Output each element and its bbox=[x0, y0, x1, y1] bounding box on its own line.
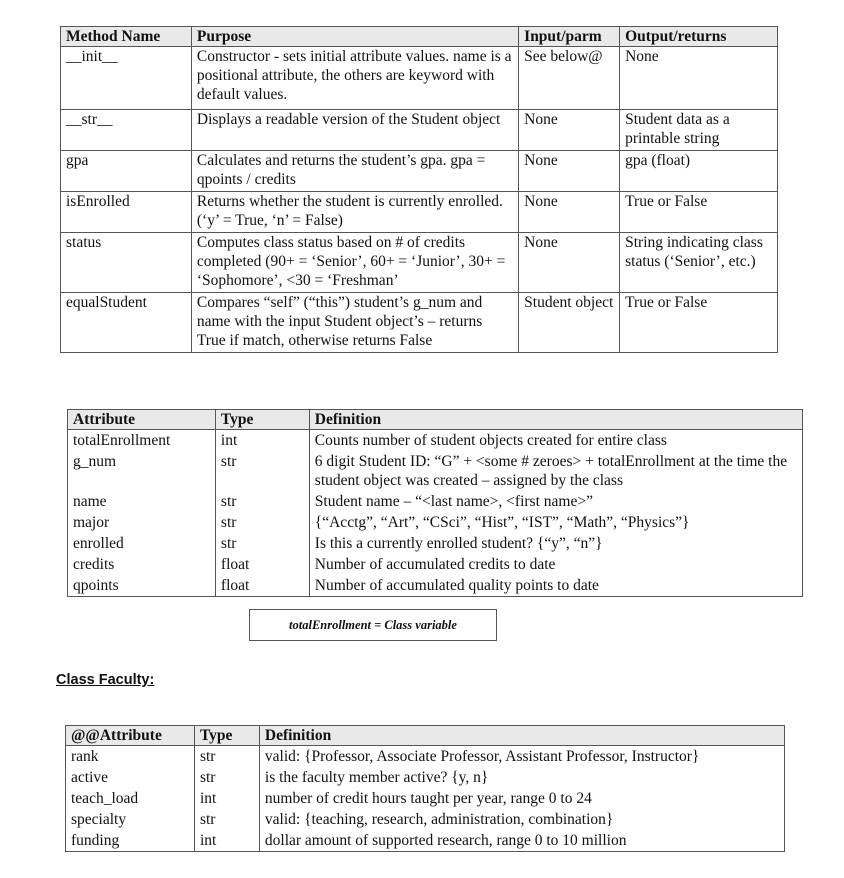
method-output: None bbox=[620, 47, 778, 110]
attributes-header-row bbox=[68, 410, 803, 430]
faculty-type: str bbox=[194, 767, 259, 788]
method-name: equalStudent bbox=[61, 293, 192, 353]
method-purpose: Constructor - sets initial attribute values. name is a positional attribute, the others are keyword with default values. bbox=[191, 47, 518, 110]
faculty-definition: dollar amount of supported research, range 0 to 10 million bbox=[259, 830, 784, 852]
header-type: Type bbox=[215, 410, 309, 430]
method-input: See below@ bbox=[519, 47, 620, 110]
method-purpose: Calculates and returns the student’s gpa. gpa = qpoints / credits bbox=[191, 151, 518, 192]
faculty-row bbox=[66, 746, 785, 768]
class-variable-note: totalEnrollment = Class variable bbox=[249, 609, 497, 641]
attribute-definition: Student name – “<last name>, <first name>” bbox=[309, 491, 802, 512]
attribute-name: credits bbox=[68, 554, 216, 575]
method-row bbox=[61, 151, 778, 192]
attribute-name: major bbox=[68, 512, 216, 533]
faculty-row bbox=[66, 767, 785, 788]
header-purpose: Purpose bbox=[191, 27, 518, 47]
method-purpose: Returns whether the student is currently enrolled. (‘y’ = True, ‘n’ = False) bbox=[191, 192, 518, 233]
faculty-type: str bbox=[194, 746, 259, 768]
attribute-row bbox=[68, 554, 803, 575]
method-name: status bbox=[61, 233, 192, 293]
faculty-definition: valid: {Professor, Associate Professor, Assistant Professor, Instructor} bbox=[259, 746, 784, 768]
attribute-type: str bbox=[215, 451, 309, 491]
method-purpose: Compares “self” (“this”) student’s g_num and name with the input Student object’s – returns True if match, otherwise returns False bbox=[191, 293, 518, 353]
methods-table bbox=[60, 26, 778, 353]
method-row bbox=[61, 110, 778, 151]
method-row bbox=[61, 47, 778, 110]
method-input: Student object bbox=[519, 293, 620, 353]
faculty-attribute: active bbox=[66, 767, 195, 788]
header-input: Input/parm bbox=[519, 27, 620, 47]
methods-header-row bbox=[61, 27, 778, 47]
method-output: Student data as a printable string bbox=[620, 110, 778, 151]
method-output: True or False bbox=[620, 192, 778, 233]
method-row bbox=[61, 233, 778, 293]
method-row bbox=[61, 293, 778, 353]
faculty-attribute: rank bbox=[66, 746, 195, 768]
attribute-row bbox=[68, 451, 803, 491]
attribute-definition: Number of accumulated credits to date bbox=[309, 554, 802, 575]
attribute-type: str bbox=[215, 491, 309, 512]
attribute-type: float bbox=[215, 575, 309, 597]
attribute-row bbox=[68, 491, 803, 512]
attributes-table bbox=[67, 409, 803, 597]
attribute-type: int bbox=[215, 430, 309, 452]
attribute-definition: Number of accumulated quality points to date bbox=[309, 575, 802, 597]
attribute-name: name bbox=[68, 491, 216, 512]
faculty-type: int bbox=[194, 788, 259, 809]
method-input: None bbox=[519, 192, 620, 233]
header-method-name: Method Name bbox=[61, 27, 192, 47]
faculty-header-row bbox=[66, 726, 785, 746]
method-row bbox=[61, 192, 778, 233]
header-attribute: @@Attribute bbox=[66, 726, 195, 746]
faculty-attribute: teach_load bbox=[66, 788, 195, 809]
attribute-name: enrolled bbox=[68, 533, 216, 554]
faculty-type: str bbox=[194, 809, 259, 830]
method-output: String indicating class status (‘Senior’, etc.) bbox=[620, 233, 778, 293]
faculty-attribute: funding bbox=[66, 830, 195, 852]
attribute-definition: 6 digit Student ID: “G” + <some # zeroes> + totalEnrollment at the time the student object was created – assigned by the class bbox=[309, 451, 802, 491]
method-output: True or False bbox=[620, 293, 778, 353]
header-attribute: Attribute bbox=[68, 410, 216, 430]
faculty-definition: is the faculty member active? {y, n} bbox=[259, 767, 784, 788]
attribute-type: str bbox=[215, 512, 309, 533]
header-output: Output/returns bbox=[620, 27, 778, 47]
attribute-row bbox=[68, 430, 803, 452]
attribute-type: float bbox=[215, 554, 309, 575]
attribute-type: str bbox=[215, 533, 309, 554]
faculty-heading: Class Faculty: bbox=[56, 672, 155, 688]
attribute-row bbox=[68, 533, 803, 554]
method-output: gpa (float) bbox=[620, 151, 778, 192]
attribute-row bbox=[68, 512, 803, 533]
attribute-row bbox=[68, 575, 803, 597]
faculty-definition: number of credit hours taught per year, range 0 to 24 bbox=[259, 788, 784, 809]
method-name: isEnrolled bbox=[61, 192, 192, 233]
method-purpose: Displays a readable version of the Student object bbox=[191, 110, 518, 151]
method-name: __str__ bbox=[61, 110, 192, 151]
attribute-definition: Counts number of student objects created for entire class bbox=[309, 430, 802, 452]
faculty-attribute: specialty bbox=[66, 809, 195, 830]
attribute-name: qpoints bbox=[68, 575, 216, 597]
method-name: __init__ bbox=[61, 47, 192, 110]
method-name: gpa bbox=[61, 151, 192, 192]
faculty-row bbox=[66, 809, 785, 830]
method-input: None bbox=[519, 151, 620, 192]
attribute-definition: {“Acctg”, “Art”, “CSci”, “Hist”, “IST”, “Math”, “Physics”} bbox=[309, 512, 802, 533]
faculty-row bbox=[66, 788, 785, 809]
method-input: None bbox=[519, 110, 620, 151]
header-definition: Definition bbox=[309, 410, 802, 430]
faculty-definition: valid: {teaching, research, administration, combination} bbox=[259, 809, 784, 830]
method-input: None bbox=[519, 233, 620, 293]
faculty-type: int bbox=[194, 830, 259, 852]
header-definition: Definition bbox=[259, 726, 784, 746]
attribute-name: totalEnrollment bbox=[68, 430, 216, 452]
faculty-row bbox=[66, 830, 785, 852]
attribute-definition: Is this a currently enrolled student? {“y”, “n”} bbox=[309, 533, 802, 554]
header-type: Type bbox=[194, 726, 259, 746]
faculty-table bbox=[65, 725, 785, 852]
method-purpose: Computes class status based on # of credits completed (90+ = ‘Senior’, 60+ = ‘Junior’, 30+ = ‘Sophomore’, <30 = ‘Freshman’ bbox=[191, 233, 518, 293]
attribute-name: g_num bbox=[68, 451, 216, 491]
